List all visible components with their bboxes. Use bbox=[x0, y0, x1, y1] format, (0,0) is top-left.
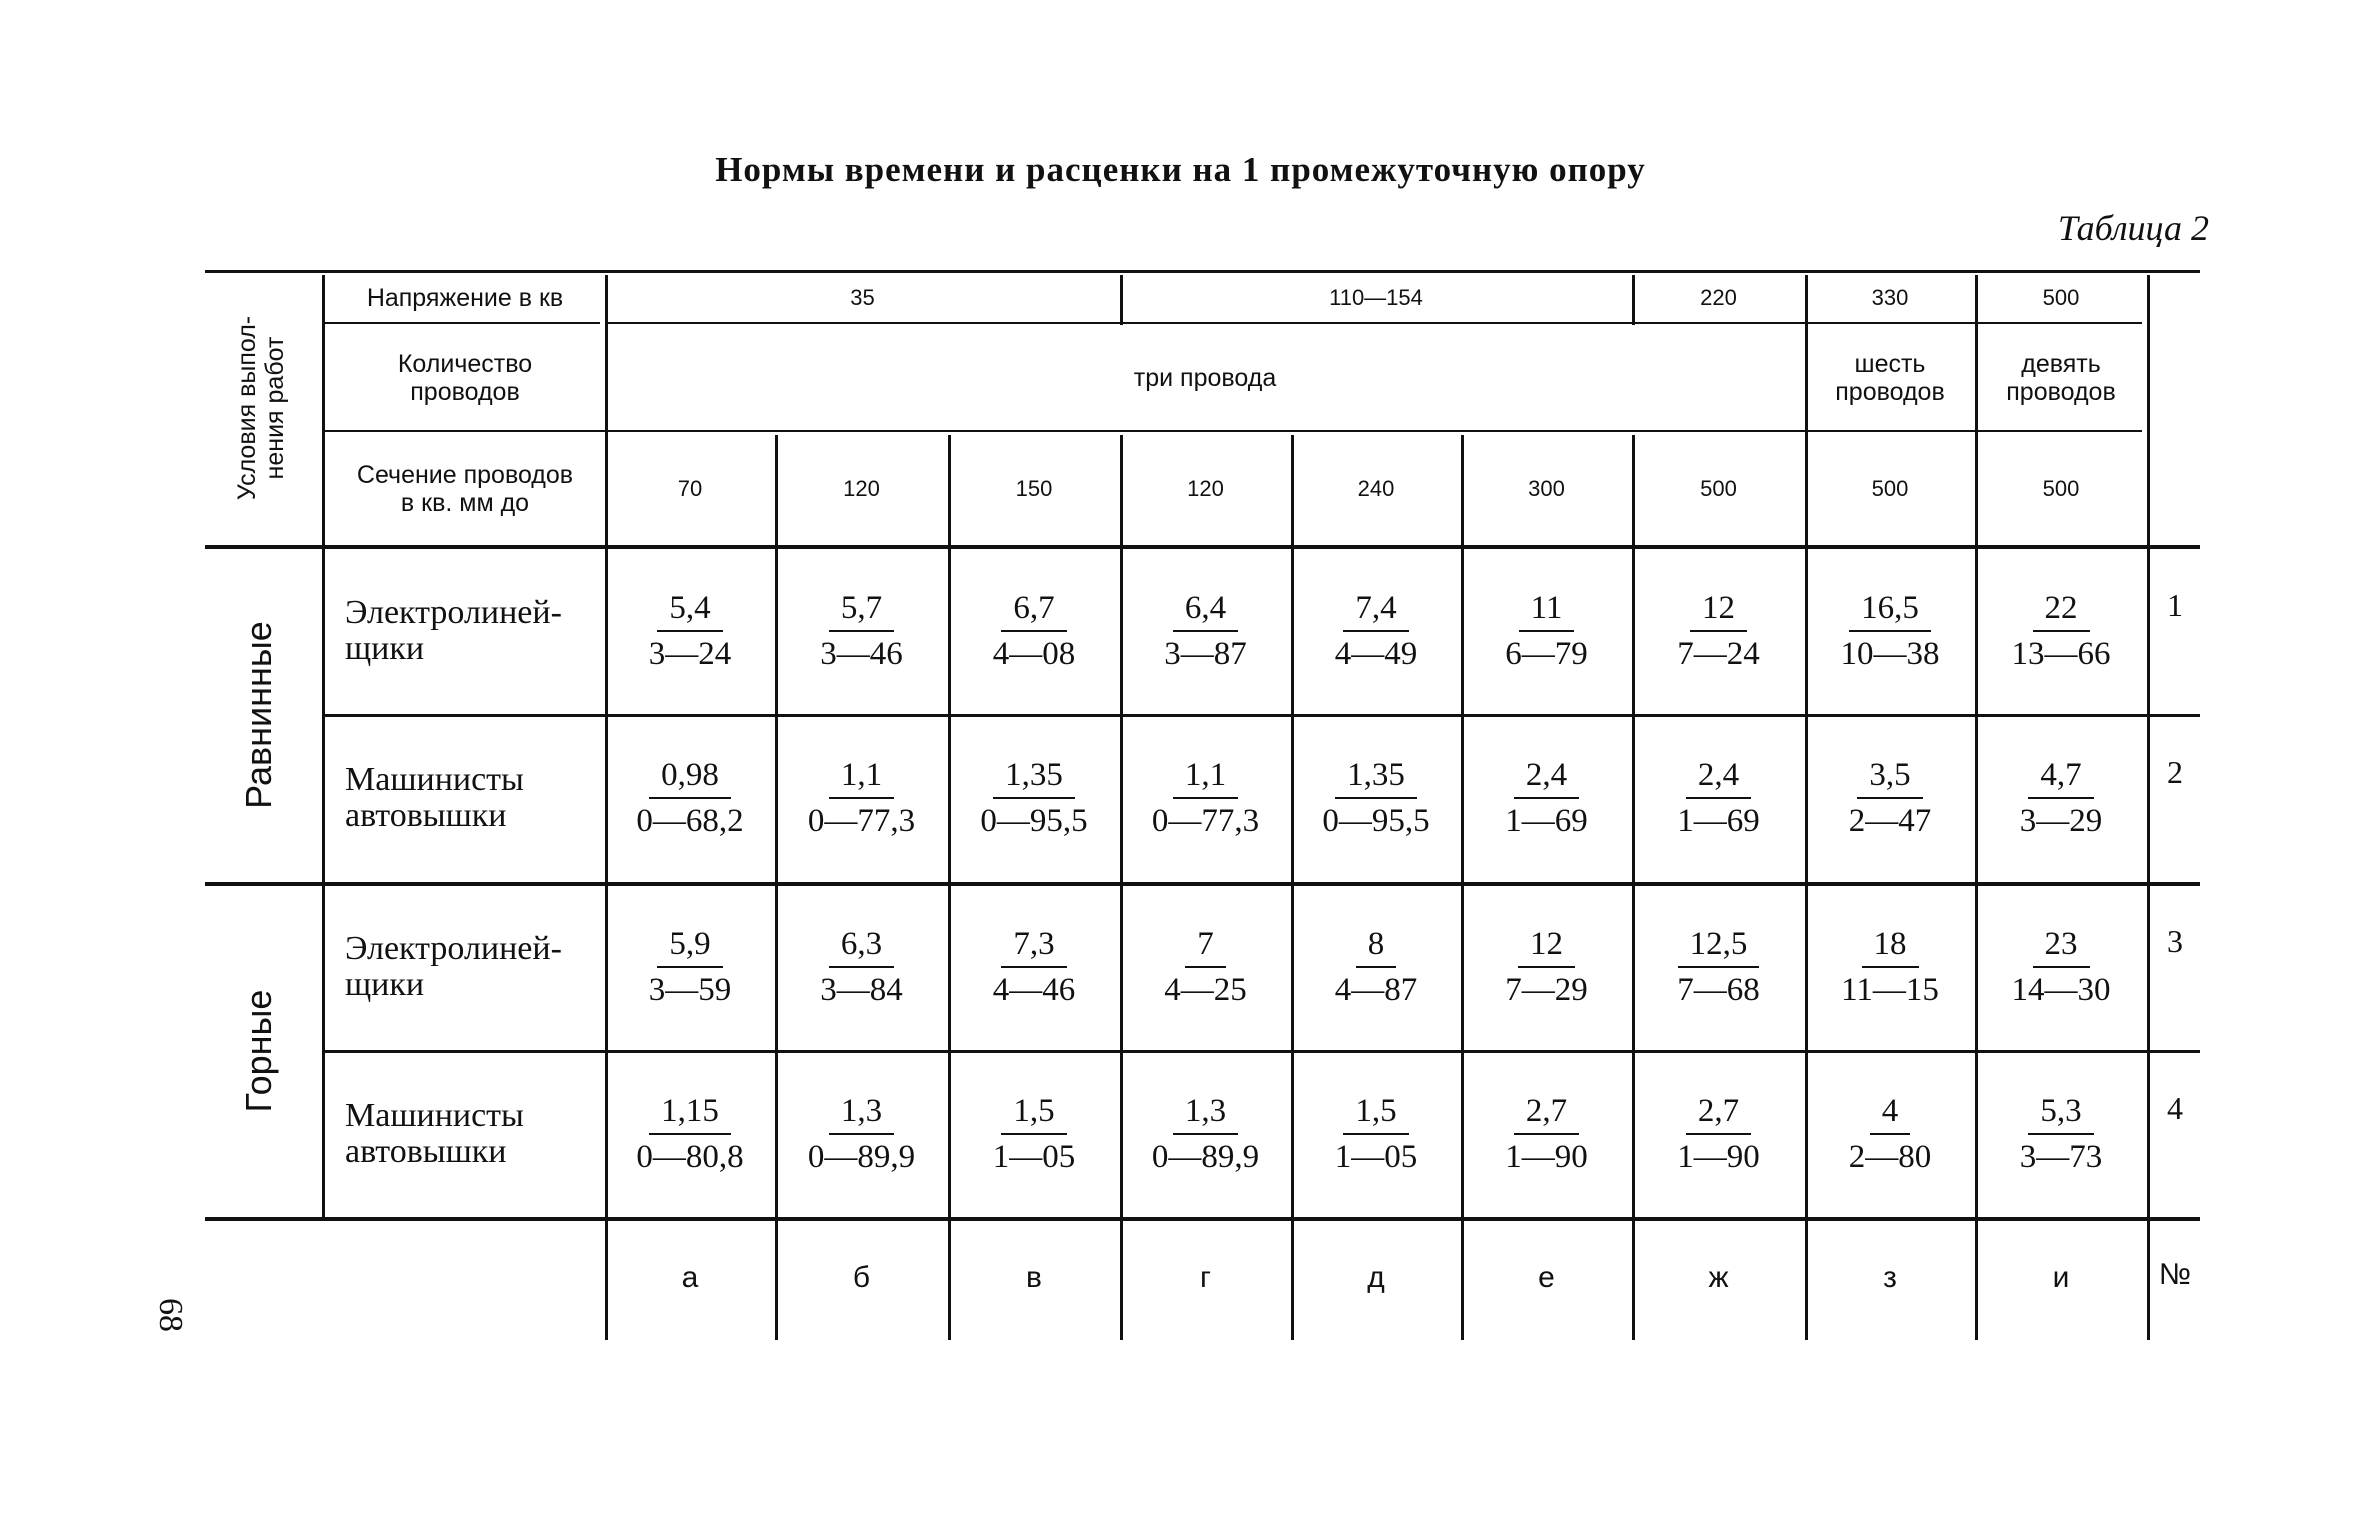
table-cell bbox=[775, 717, 948, 879]
time-norm-value: 2,7 bbox=[1514, 1093, 1579, 1135]
rate-value: 7—68 bbox=[1677, 972, 1760, 1008]
norm-rate-fraction bbox=[993, 1093, 1076, 1175]
table-cell bbox=[1291, 550, 1461, 712]
norm-rate-fraction bbox=[649, 926, 732, 1008]
time-norm-value: 8 bbox=[1356, 926, 1397, 968]
column-letter: а bbox=[681, 1260, 699, 1294]
norm-rate-fraction bbox=[808, 1093, 915, 1175]
time-norm-value: 1,3 bbox=[829, 1093, 894, 1135]
voltage-header-label: Напряжение в кв bbox=[366, 283, 564, 312]
wires-row-rule bbox=[325, 430, 2142, 432]
column-letter: в bbox=[1026, 1260, 1042, 1294]
row-label: Машинисты автовышки bbox=[345, 761, 524, 834]
table-cell bbox=[1291, 886, 1461, 1048]
table-cell bbox=[605, 1053, 775, 1215]
rate-value: 0—68,2 bbox=[636, 803, 744, 839]
norm-rate-fraction bbox=[1841, 590, 1940, 672]
table-cell bbox=[1461, 1053, 1632, 1215]
time-norm-value: 2,4 bbox=[1514, 757, 1579, 799]
time-norm-value: 18 bbox=[1862, 926, 1919, 968]
table-number-label: Таблица 2 bbox=[2057, 208, 2209, 248]
section-value: 120 bbox=[843, 476, 880, 501]
norm-rate-fraction bbox=[1677, 590, 1760, 672]
row-label: Электролиней- щики bbox=[345, 594, 562, 667]
rate-value: 3—29 bbox=[2019, 803, 2103, 839]
table-cell bbox=[1461, 717, 1632, 879]
rate-value: 1—69 bbox=[1505, 803, 1588, 839]
table-cell bbox=[948, 1053, 1120, 1215]
norm-rate-fraction bbox=[1677, 926, 1760, 1008]
time-norm-value: 1,5 bbox=[1001, 1093, 1066, 1135]
section-value: 500 bbox=[1871, 476, 1909, 501]
rate-value: 2—47 bbox=[1848, 803, 1932, 839]
voltage-value: 35 bbox=[850, 284, 875, 310]
header-bottom-rule bbox=[205, 545, 2200, 549]
rate-value: 7—29 bbox=[1505, 972, 1588, 1008]
section-value: 500 bbox=[1700, 476, 1737, 501]
table-cell bbox=[948, 717, 1120, 879]
voltage-value: 220 bbox=[1700, 284, 1737, 310]
table-cell bbox=[1805, 886, 1975, 1048]
rate-value: 7—24 bbox=[1677, 636, 1760, 672]
rate-value: 1—05 bbox=[992, 1139, 1076, 1175]
section-value: 70 bbox=[677, 476, 703, 501]
table-cell bbox=[775, 550, 948, 712]
time-norm-value: 6,4 bbox=[1173, 590, 1238, 632]
row-number: 2 bbox=[2167, 753, 2183, 790]
table-cell bbox=[1975, 886, 2147, 1048]
rate-value: 11—15 bbox=[1841, 972, 1939, 1008]
norm-rate-fraction bbox=[1841, 926, 1939, 1008]
time-norm-value: 0,98 bbox=[649, 757, 731, 799]
table-cell bbox=[1975, 550, 2147, 712]
table-cell bbox=[1120, 550, 1291, 712]
column-letter: б bbox=[852, 1260, 871, 1294]
section-value: 150 bbox=[1015, 476, 1053, 501]
norm-rate-fraction bbox=[808, 757, 915, 839]
column-letter: ж bbox=[1708, 1260, 1729, 1294]
table-cell bbox=[1461, 886, 1632, 1048]
time-norm-value: 2,7 bbox=[1686, 1093, 1751, 1135]
rate-value: 0—80,8 bbox=[636, 1139, 744, 1175]
conditions-header: Условия выпол- нения работ bbox=[233, 315, 289, 501]
voltage-row-rule bbox=[325, 322, 600, 324]
number-column-header: № bbox=[2158, 1258, 2192, 1291]
page-number: 68 bbox=[152, 1298, 189, 1332]
table-cell bbox=[1120, 886, 1291, 1048]
rate-value: 14—30 bbox=[2011, 972, 2111, 1008]
norm-rate-fraction bbox=[993, 926, 1076, 1008]
norm-rate-fraction bbox=[636, 757, 743, 839]
voltage-value: 330 bbox=[1871, 284, 1909, 310]
table-cell bbox=[1120, 717, 1291, 879]
table-cell bbox=[1805, 717, 1975, 879]
section-header-label: Сечение проводов в кв. мм до bbox=[356, 461, 574, 517]
time-norm-value: 1,3 bbox=[1173, 1093, 1238, 1135]
time-norm-value: 7 bbox=[1185, 926, 1226, 968]
table-cell bbox=[1632, 886, 1805, 1048]
table-cell bbox=[775, 886, 948, 1048]
column-letter: г bbox=[1200, 1260, 1211, 1294]
time-norm-value: 6,7 bbox=[1001, 590, 1066, 632]
norm-rate-fraction bbox=[636, 1093, 743, 1175]
table-cell bbox=[1805, 550, 1975, 712]
time-norm-value: 4,7 bbox=[2028, 757, 2093, 799]
rate-value: 3—46 bbox=[820, 636, 903, 672]
rate-value: 4—25 bbox=[1164, 972, 1247, 1008]
table-cell bbox=[1461, 550, 1632, 712]
row-number: 3 bbox=[2167, 922, 2183, 959]
rate-value: 1—90 bbox=[1505, 1139, 1588, 1175]
table-bottom-rule bbox=[205, 1217, 2200, 1221]
norm-rate-fraction bbox=[993, 590, 1076, 672]
section-value: 240 bbox=[1357, 476, 1395, 501]
row-number: 1 bbox=[2167, 586, 2183, 623]
time-norm-value: 1,5 bbox=[1343, 1093, 1408, 1135]
voltage-value: 500 bbox=[2042, 284, 2080, 310]
wires-value: три провода bbox=[1133, 363, 1277, 392]
rate-value: 0—77,3 bbox=[807, 803, 916, 839]
rate-value: 0—89,9 bbox=[1151, 1139, 1260, 1175]
group-label: Равнинные bbox=[238, 620, 279, 809]
wires-value: девять проводов bbox=[2006, 349, 2116, 406]
rate-value: 1—69 bbox=[1677, 803, 1760, 839]
section-value: 300 bbox=[1528, 476, 1565, 501]
rate-value: 2—80 bbox=[1848, 1139, 1932, 1175]
table-cell bbox=[605, 550, 775, 712]
time-norm-value: 2,4 bbox=[1686, 757, 1751, 799]
time-norm-value: 22 bbox=[2033, 590, 2090, 632]
norm-rate-fraction bbox=[1505, 757, 1588, 839]
rate-value: 0—77,3 bbox=[1151, 803, 1260, 839]
norm-rate-fraction bbox=[1335, 590, 1418, 672]
time-norm-value: 1,35 bbox=[993, 757, 1075, 799]
norm-rate-fraction bbox=[1164, 926, 1247, 1008]
time-norm-value: 1,35 bbox=[1335, 757, 1417, 799]
time-norm-value: 16,5 bbox=[1849, 590, 1931, 632]
rate-value: 1—05 bbox=[1334, 1139, 1418, 1175]
table-cell bbox=[1975, 1053, 2147, 1215]
rate-value: 4—87 bbox=[1334, 972, 1418, 1008]
rate-value: 4—46 bbox=[992, 972, 1076, 1008]
norm-rate-fraction bbox=[2020, 1093, 2103, 1175]
norm-rate-fraction bbox=[1505, 590, 1588, 672]
rate-value: 13—66 bbox=[2011, 636, 2111, 672]
norm-rate-fraction bbox=[1505, 1093, 1588, 1175]
norm-rate-fraction bbox=[820, 926, 903, 1008]
norm-rate-fraction bbox=[2012, 926, 2111, 1008]
table-cell bbox=[605, 886, 775, 1048]
norm-rate-fraction bbox=[2020, 757, 2103, 839]
section-value: 120 bbox=[1187, 476, 1224, 501]
norm-rate-fraction bbox=[1335, 926, 1418, 1008]
norm-rate-fraction bbox=[980, 757, 1087, 839]
time-norm-value: 12,5 bbox=[1678, 926, 1760, 968]
norm-rate-fraction bbox=[1849, 1093, 1932, 1175]
column-letter: и bbox=[2052, 1260, 2070, 1294]
table-cell bbox=[1632, 1053, 1805, 1215]
table-cell bbox=[1291, 717, 1461, 879]
norm-rate-fraction bbox=[2012, 590, 2111, 672]
table-cell bbox=[1632, 550, 1805, 712]
table-cell bbox=[1975, 717, 2147, 879]
norm-rate-fraction bbox=[1335, 1093, 1418, 1175]
column-letter: д bbox=[1367, 1260, 1385, 1294]
table-cell bbox=[948, 550, 1120, 712]
norm-rate-fraction bbox=[1152, 1093, 1259, 1175]
time-norm-value: 4 bbox=[1870, 1093, 1911, 1135]
row-label: Электролиней- щики bbox=[345, 930, 562, 1003]
rate-value: 1—90 bbox=[1677, 1139, 1760, 1175]
norm-rate-fraction bbox=[649, 590, 732, 672]
rate-value: 0—89,9 bbox=[807, 1139, 916, 1175]
wires-header-label: Количество проводов bbox=[397, 349, 533, 406]
norm-rate-fraction bbox=[1164, 590, 1247, 672]
wires-value: шесть проводов bbox=[1835, 349, 1945, 406]
norm-rate-fraction bbox=[1152, 757, 1259, 839]
table-cell bbox=[775, 1053, 948, 1215]
group-label: Горные bbox=[238, 989, 279, 1112]
section-value: 500 bbox=[2042, 476, 2080, 501]
rate-value: 3—73 bbox=[2019, 1139, 2103, 1175]
time-norm-value: 7,4 bbox=[1343, 590, 1408, 632]
table-cell bbox=[1632, 717, 1805, 879]
norm-rate-fraction bbox=[1505, 926, 1588, 1008]
rate-value: 3—84 bbox=[820, 972, 903, 1008]
row-label: Машинисты автовышки bbox=[345, 1097, 524, 1170]
time-norm-value: 11 bbox=[1519, 590, 1575, 632]
voltage-row-rule bbox=[605, 322, 2142, 324]
table-cell bbox=[1291, 1053, 1461, 1215]
norm-rate-fraction bbox=[1322, 757, 1429, 839]
norm-rate-fraction bbox=[1677, 1093, 1760, 1175]
time-norm-value: 1,15 bbox=[649, 1093, 731, 1135]
rate-value: 4—08 bbox=[992, 636, 1076, 672]
rate-value: 3—87 bbox=[1164, 636, 1247, 672]
time-norm-value: 1,1 bbox=[1173, 757, 1238, 799]
row-number: 4 bbox=[2167, 1089, 2183, 1126]
rate-value: 0—95,5 bbox=[1322, 803, 1430, 839]
time-norm-value: 5,9 bbox=[657, 926, 722, 968]
voltage-value: 110—154 bbox=[1329, 284, 1423, 310]
time-norm-value: 23 bbox=[2033, 926, 2090, 968]
column-letter: з bbox=[1883, 1260, 1897, 1294]
time-norm-value: 6,3 bbox=[829, 926, 894, 968]
rate-value: 6—79 bbox=[1505, 636, 1588, 672]
time-norm-value: 12 bbox=[1518, 926, 1575, 968]
rate-value: 3—59 bbox=[648, 972, 732, 1008]
rate-value: 3—24 bbox=[648, 636, 732, 672]
table-cell bbox=[948, 886, 1120, 1048]
rate-value: 10—38 bbox=[1840, 636, 1940, 672]
time-norm-value: 1,1 bbox=[829, 757, 894, 799]
rate-value: 4—49 bbox=[1334, 636, 1418, 672]
table-title: Нормы времени и расценки на 1 промежуточную опору bbox=[715, 150, 1646, 189]
norm-rate-fraction bbox=[1677, 757, 1760, 839]
rate-value: 0—95,5 bbox=[980, 803, 1088, 839]
table-cell bbox=[1805, 1053, 1975, 1215]
table-cell bbox=[605, 717, 775, 879]
time-norm-value: 5,7 bbox=[829, 590, 894, 632]
column-letter: е bbox=[1538, 1260, 1555, 1294]
norm-rate-fraction bbox=[1849, 757, 1932, 839]
time-norm-value: 7,3 bbox=[1001, 926, 1066, 968]
time-norm-value: 5,3 bbox=[2028, 1093, 2093, 1135]
time-norm-value: 5,4 bbox=[657, 590, 722, 632]
table-cell bbox=[1120, 1053, 1291, 1215]
table-top-rule bbox=[205, 270, 2200, 273]
time-norm-value: 12 bbox=[1690, 590, 1747, 632]
norm-rate-fraction bbox=[820, 590, 903, 672]
time-norm-value: 3,5 bbox=[1857, 757, 1922, 799]
